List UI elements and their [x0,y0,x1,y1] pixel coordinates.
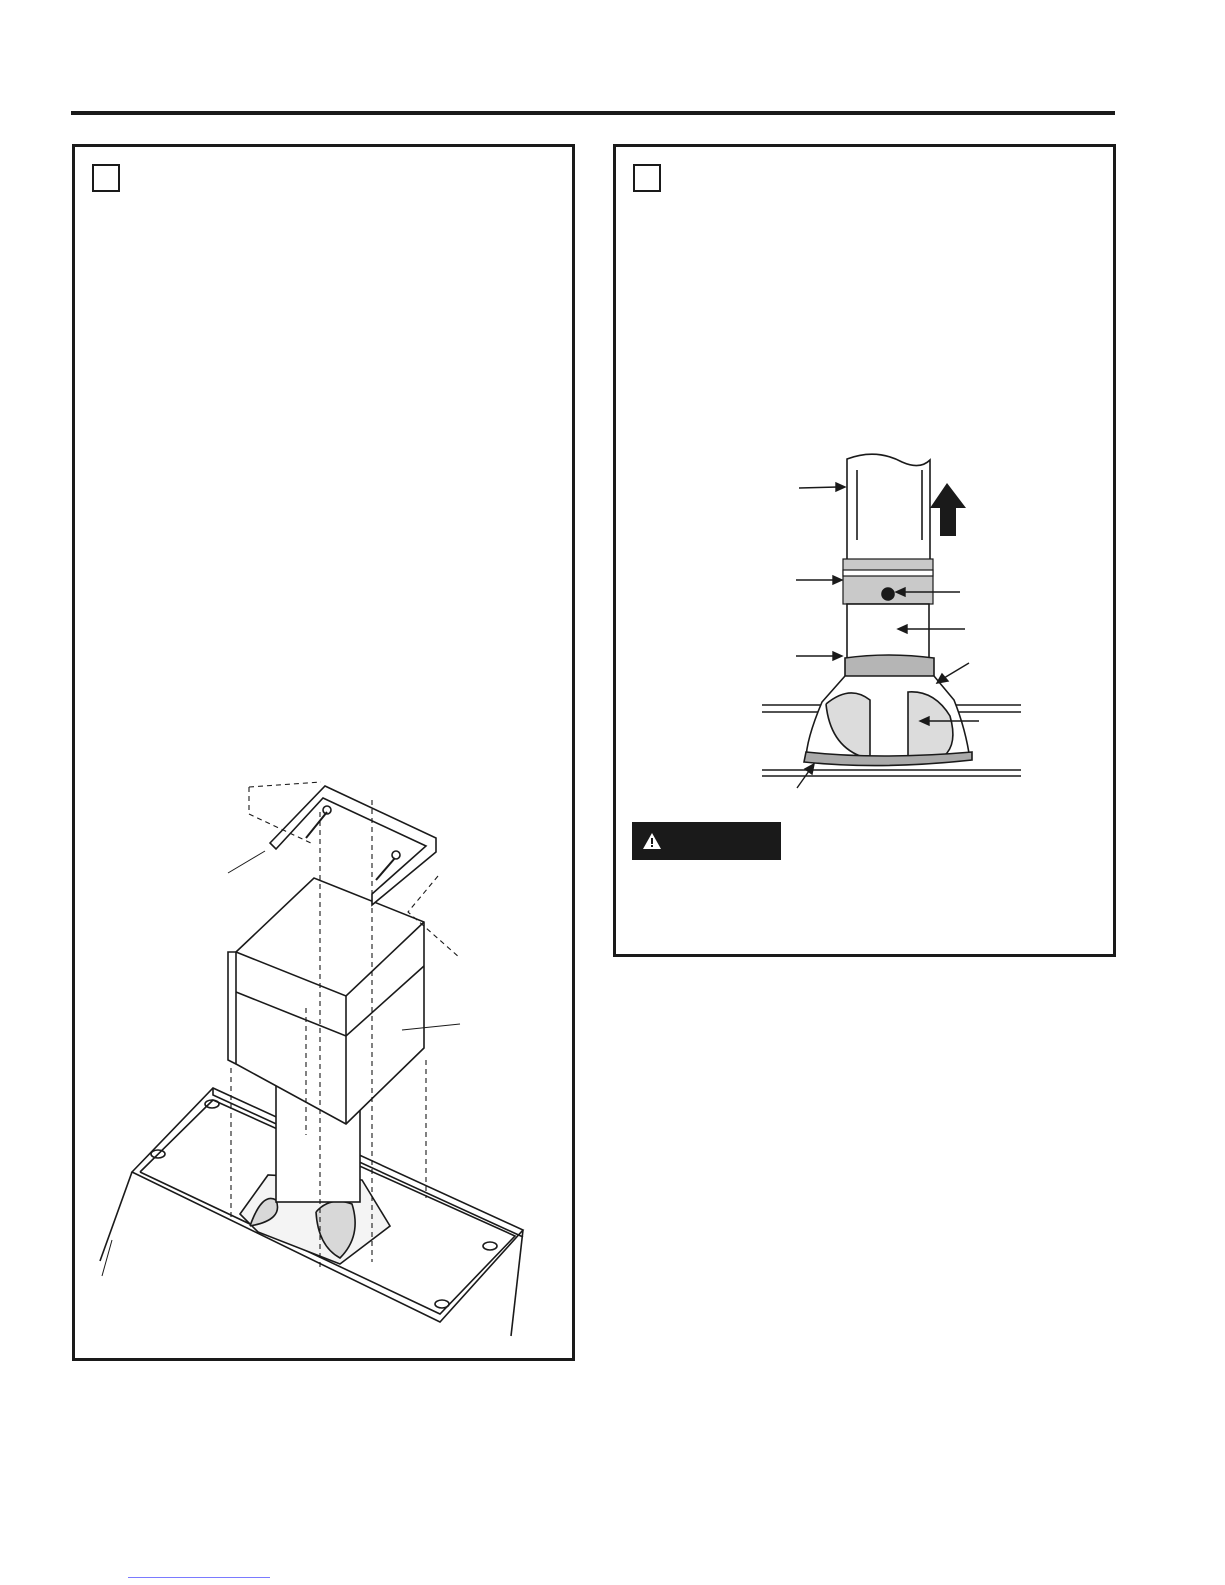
footer-link-underline [128,1577,270,1578]
warning-triangle-icon [642,832,662,850]
warning-banner [632,822,781,860]
